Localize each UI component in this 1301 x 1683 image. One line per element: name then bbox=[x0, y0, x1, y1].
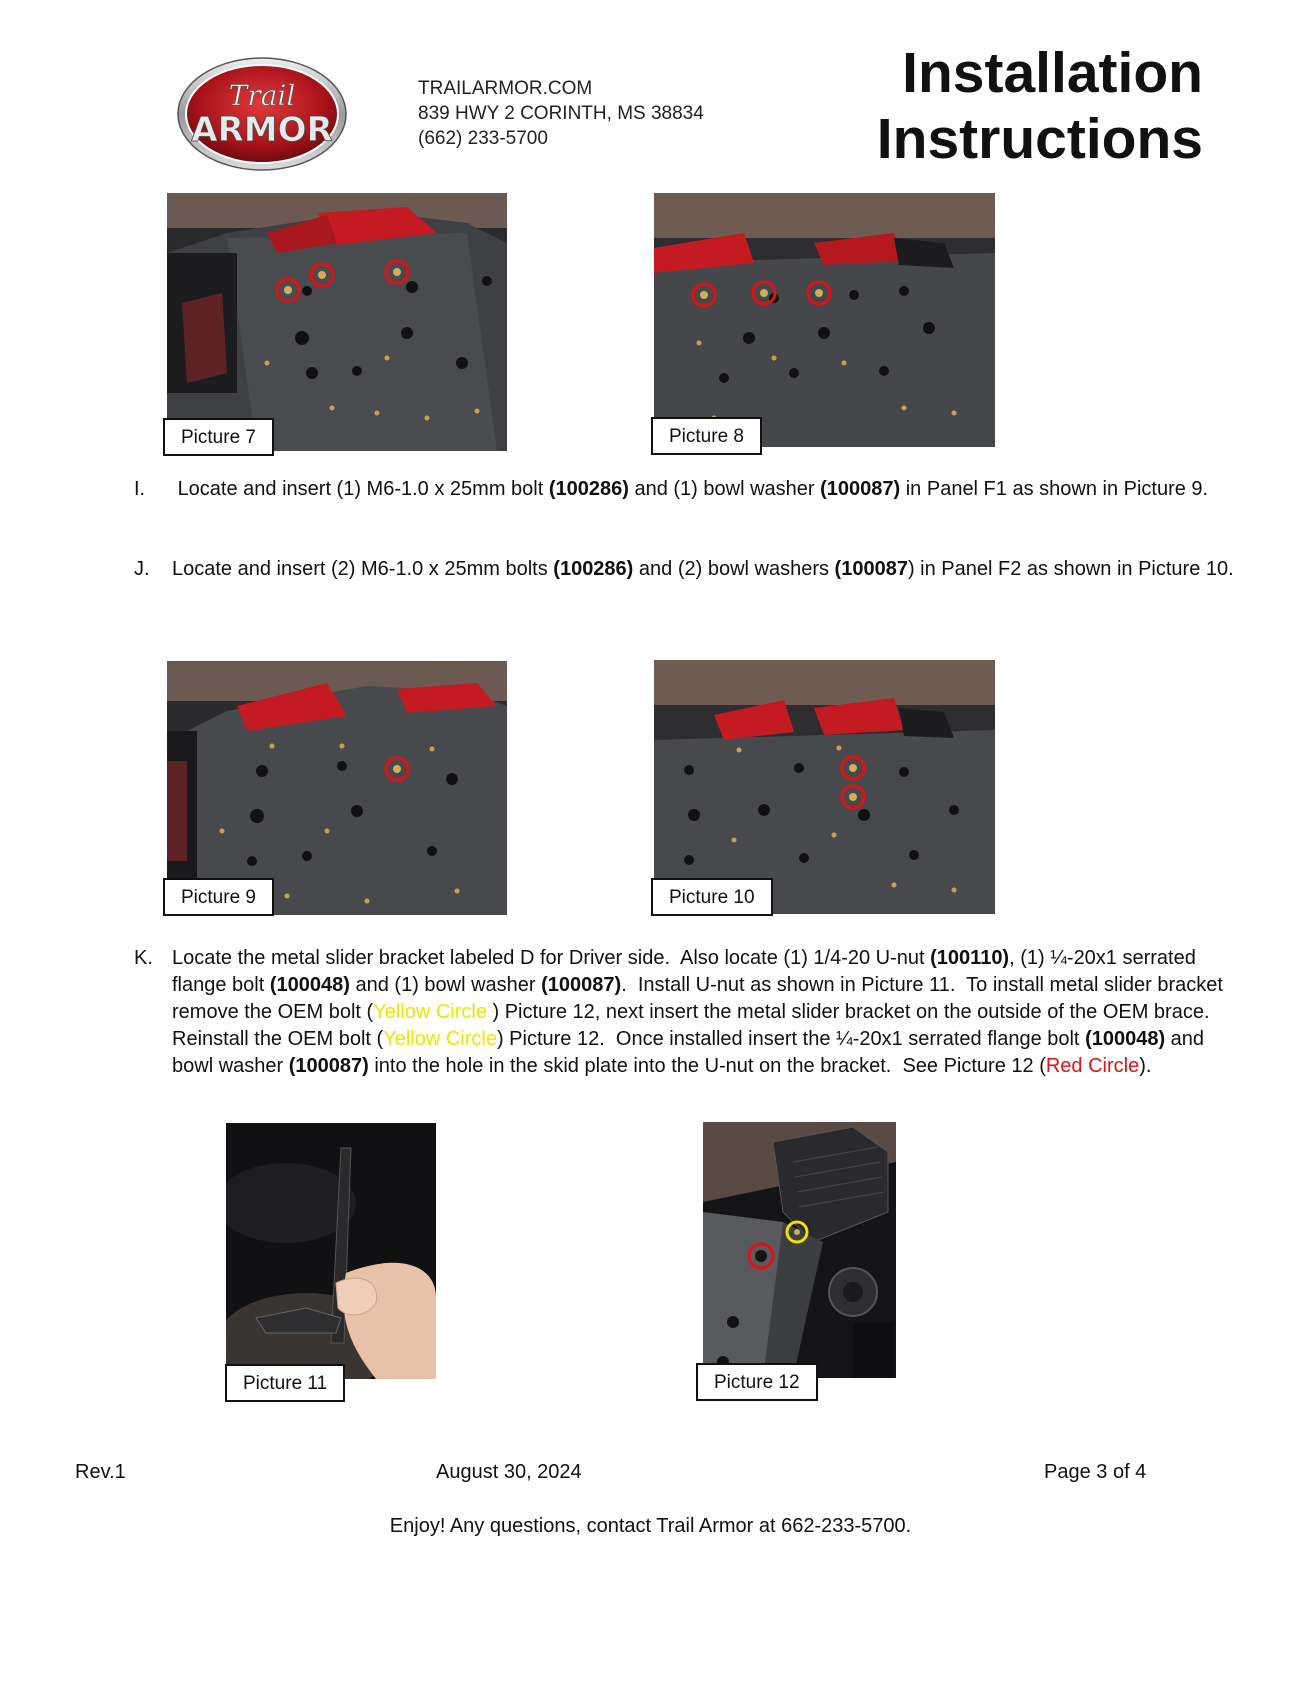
logo-text-bottom: ARMOR bbox=[191, 110, 333, 150]
page-number: Page 3 of 4 bbox=[1044, 1461, 1147, 1483]
photo-picture-12 bbox=[703, 1122, 896, 1378]
step-letter: K. bbox=[134, 947, 153, 969]
step-text: Locate and insert (2) M6-1.0 x 25mm bolts (100286) and (2) bowl washers (100087) in Panel F2 as shown in Picture 10. bbox=[172, 558, 1234, 580]
trail-armor-logo bbox=[176, 55, 348, 173]
step-letter: J. bbox=[134, 558, 150, 580]
phone: (662) 233-5700 bbox=[418, 128, 548, 149]
website: TRAILARMOR.COM bbox=[418, 78, 593, 99]
revision: Rev.1 bbox=[75, 1461, 126, 1483]
date: August 30, 2024 bbox=[436, 1461, 582, 1483]
photo-picture-11 bbox=[226, 1123, 436, 1379]
caption-picture-12: Picture 12 bbox=[696, 1363, 818, 1401]
photo-picture-8 bbox=[654, 193, 995, 447]
photo-picture-7 bbox=[167, 193, 507, 451]
step-text: Locate and insert (1) M6-1.0 x 25mm bolt (100286) and (1) bowl washer (100087) in Panel F1 as shown in Picture 9. bbox=[172, 478, 1209, 500]
footer-note: Enjoy! Any questions, contact Trail Armor at 662-233-5700. bbox=[389, 1515, 912, 1537]
logo-text-top: Trail bbox=[228, 79, 296, 112]
caption-picture-9: Picture 9 bbox=[163, 878, 274, 916]
page-title: Installation Instructions bbox=[876, 41, 1203, 171]
caption-picture-11: Picture 11 bbox=[225, 1364, 345, 1402]
address: 839 HWY 2 CORINTH, MS 38834 bbox=[418, 103, 704, 124]
step-letter: I. bbox=[134, 478, 146, 500]
caption-picture-8: Picture 8 bbox=[651, 417, 762, 455]
caption-picture-10: Picture 10 bbox=[651, 878, 773, 916]
photo-picture-10 bbox=[654, 660, 995, 914]
contact-block bbox=[418, 76, 704, 151]
step-text: Locate the metal slider bracket labeled D for Driver side. Also locate (1) 1/4-20 U-nut (100110), (1) ¼-20x1 serrated flange bolt (100048) and (1) bowl washer (100087). Install U-nut as shown in Picture 11. To install metal slider bracket remove the OEM bolt (Yellow Circle ) Picture 12, next insert the metal slider bracket on the outside of the OEM brace. Reinstall the OEM bolt (Yellow Circle) Picture 12. Once installed insert the ¼-20x1 serrated flange bolt (100048) and bowl washer (100087) into the hole in the skid plate into the U-nut on the bracket. See Picture 12 (Red Circle). bbox=[172, 947, 1229, 1077]
caption-picture-7: Picture 7 bbox=[163, 418, 274, 456]
photo-picture-9 bbox=[167, 661, 507, 915]
